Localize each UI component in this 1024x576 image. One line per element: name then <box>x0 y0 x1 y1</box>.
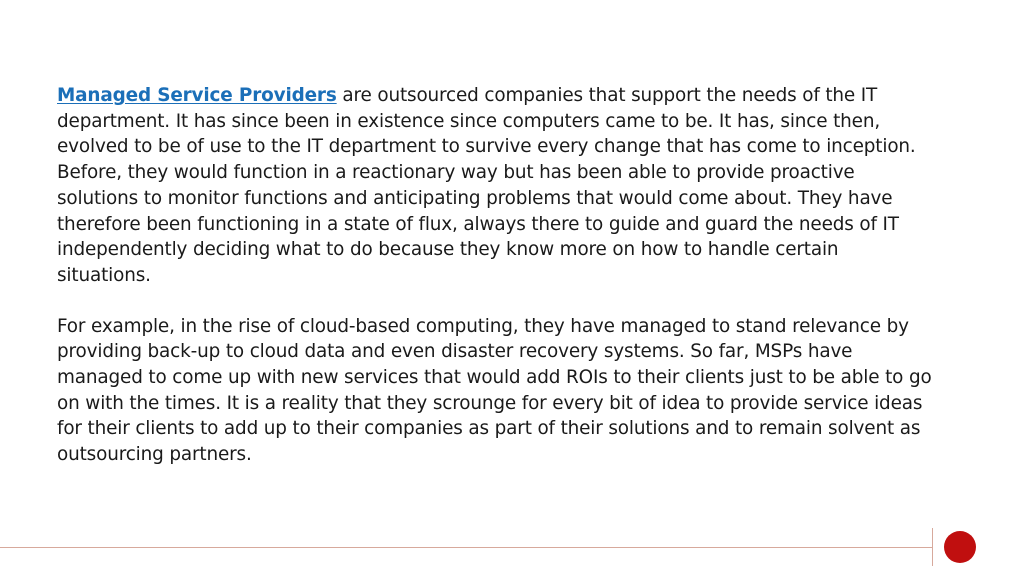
accent-dot-icon <box>944 531 976 563</box>
footer-divider-line <box>0 547 932 548</box>
content-area <box>57 83 932 493</box>
paragraph-1 <box>57 83 932 289</box>
paragraph-2: For example, in the rise of cloud-based computing, they have managed to stand relevance by providing back-up to cloud data and even disaster recovery systems. So far, MSPs have managed to come up with new services that would add ROIs to their clients just to be able to go on with the times. It is a reality that they scrounge for every bit of idea to provide service ideas for their clients to add up to their companies as part of their solutions and to remain solvent as outsourcing partners. <box>57 315 932 466</box>
managed-service-providers-link[interactable]: Managed Service Providers <box>57 85 337 106</box>
footer-vertical-line <box>932 528 933 566</box>
paragraph-1-text: are outsourced companies that support the needs of the IT department. It has since been in existence since computers came to be. It has, since then, evolved to be of use to the IT department to survive every change that has come to inception. Before, they would function in a reactionary way but has been able to provide proactive solutions to monitor functions and anticipating problems that would come about. They have therefore been functioning in a state of flux, always there to guide and guard the needs of IT independently deciding what to do because they know more on how to handle certain situations. <box>57 85 916 286</box>
